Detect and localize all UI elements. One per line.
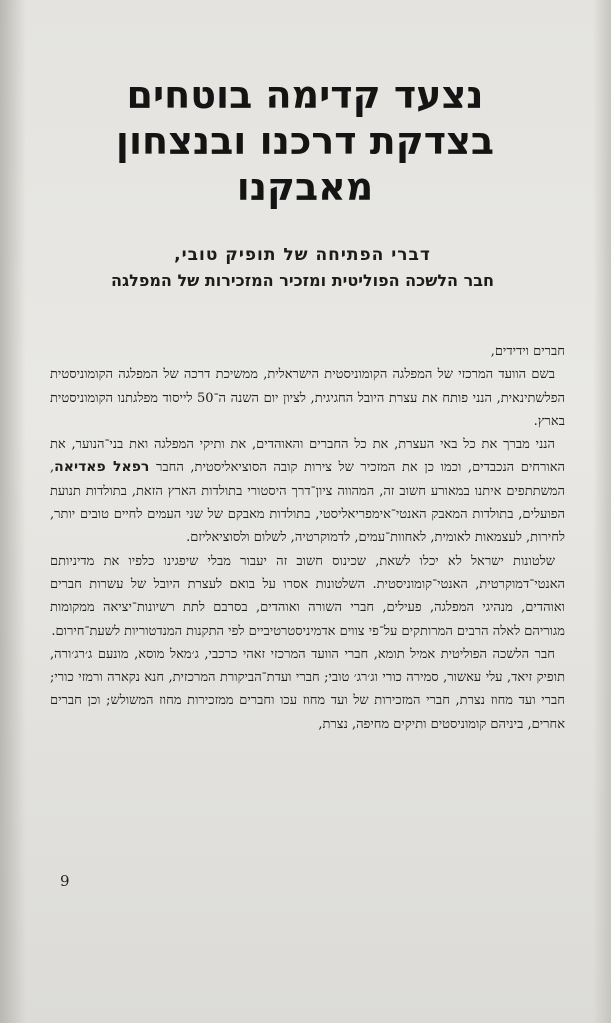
page-number: 9: [60, 872, 70, 890]
paragraph-authorities: שלטונות ישראל לא יכלו לשאת, שכינוס חשוב זה יעבור מבלי שיפגינו כלפיו את מדיניותם האנטי־דמוקרטית, האנטי־קומוניסטית. השלטונות אסרו על בואם לעצרת היובל של עשרות חברים ואוהדים, מנהיגי המפלגה, פעילים, חברי השורה ואוהדים, בסרבם לתת רשיונות־יציאה ממקומות מגוריהם לאלה הרבים המרותקים על־פי צווים אדמיניסטרטיביים לפי התקנות המנדטוריות לשעת־חירום.: [50, 553, 565, 639]
guest-name: רפאל פאדיאה: [54, 459, 150, 476]
paragraph-welcome-start: הנני מברך את כל באי העצרת, את כל החברים והאוהדים, את ותיקי המפלגה ואת בני־הנוער, את האורחים הנכבדים, וכמו כן את המזכיר של צירות קובה הסוציאליסטית, החבר: [50, 437, 565, 476]
chapter-title: [50, 72, 560, 210]
paragraph-welcome: [50, 433, 565, 549]
paragraph-welcome-end: , המשתתפים איתנו במאורע חשוב זה, המהווה ציון־דרך היסטורי בתולדות הארץ הזאת, בתולדות תנועת הפועלים, בתולדות המאבק האנטי־אימפריאליסטי, בתולדות מאבקם של שני העמים לחיים טובים יותר, לחירות, לעצמאות לאומית, לאחוות־עמים, לדמוקרטיה, לשלום ולסוציאליזם.: [50, 460, 565, 546]
title-line-1: נצעד קדימה בוטחים: [126, 73, 484, 117]
paragraph-greeting: חברים וידידים,: [490, 344, 565, 359]
speech-body: [50, 340, 565, 736]
page-gutter-shadow: [0, 0, 26, 1023]
title-line-2: בצדקת דרכנו ובנצחון: [115, 119, 495, 163]
paragraph-members: חבר הלשכה הפוליטית אמיל תומא, חברי הוועד המרכזי זאהי כרכבי, ג׳מאל מוסא, מונעם ג׳רג׳ורה, תופיק זיאד, עלי עאשור, סמירה כורי וג׳רג׳ טובי; חברי ועדת־הביקורת המרכזית, חנא נקארה ורמזי כורי; חברי ועד מחוז נצרת, חברי המזכירות של ועד מחוז עכו וחברים ממזכירות מחוז המשולש; וכן חברים אחרים, ביניהם קומוניסטים ותיקים מחיפה, נצרת,: [50, 646, 565, 732]
speaker-line-1: דברי הפתיחה של תופיק טובי,: [174, 245, 431, 265]
speaker-line-2: חבר הלשכה הפוליטית ומזכיר המזכירות של המפלגה: [111, 271, 494, 290]
page-edge-shadow: [593, 0, 611, 1023]
paragraph-opening: בשם הוועד המרכזי של המפלגה הקומוניסטית הישראלית, ממשיכת דרכה של המפלגה הקומוניסטית הפלשתינאית, הנני פותח את עצרת היובל החגיגית, לציון יום השנה ה־50 לייסוד מפלגתנו הקומוניסטית בארץ.: [50, 367, 565, 429]
title-line-3: מאבקנו: [236, 165, 374, 209]
speaker-heading: [40, 242, 565, 294]
